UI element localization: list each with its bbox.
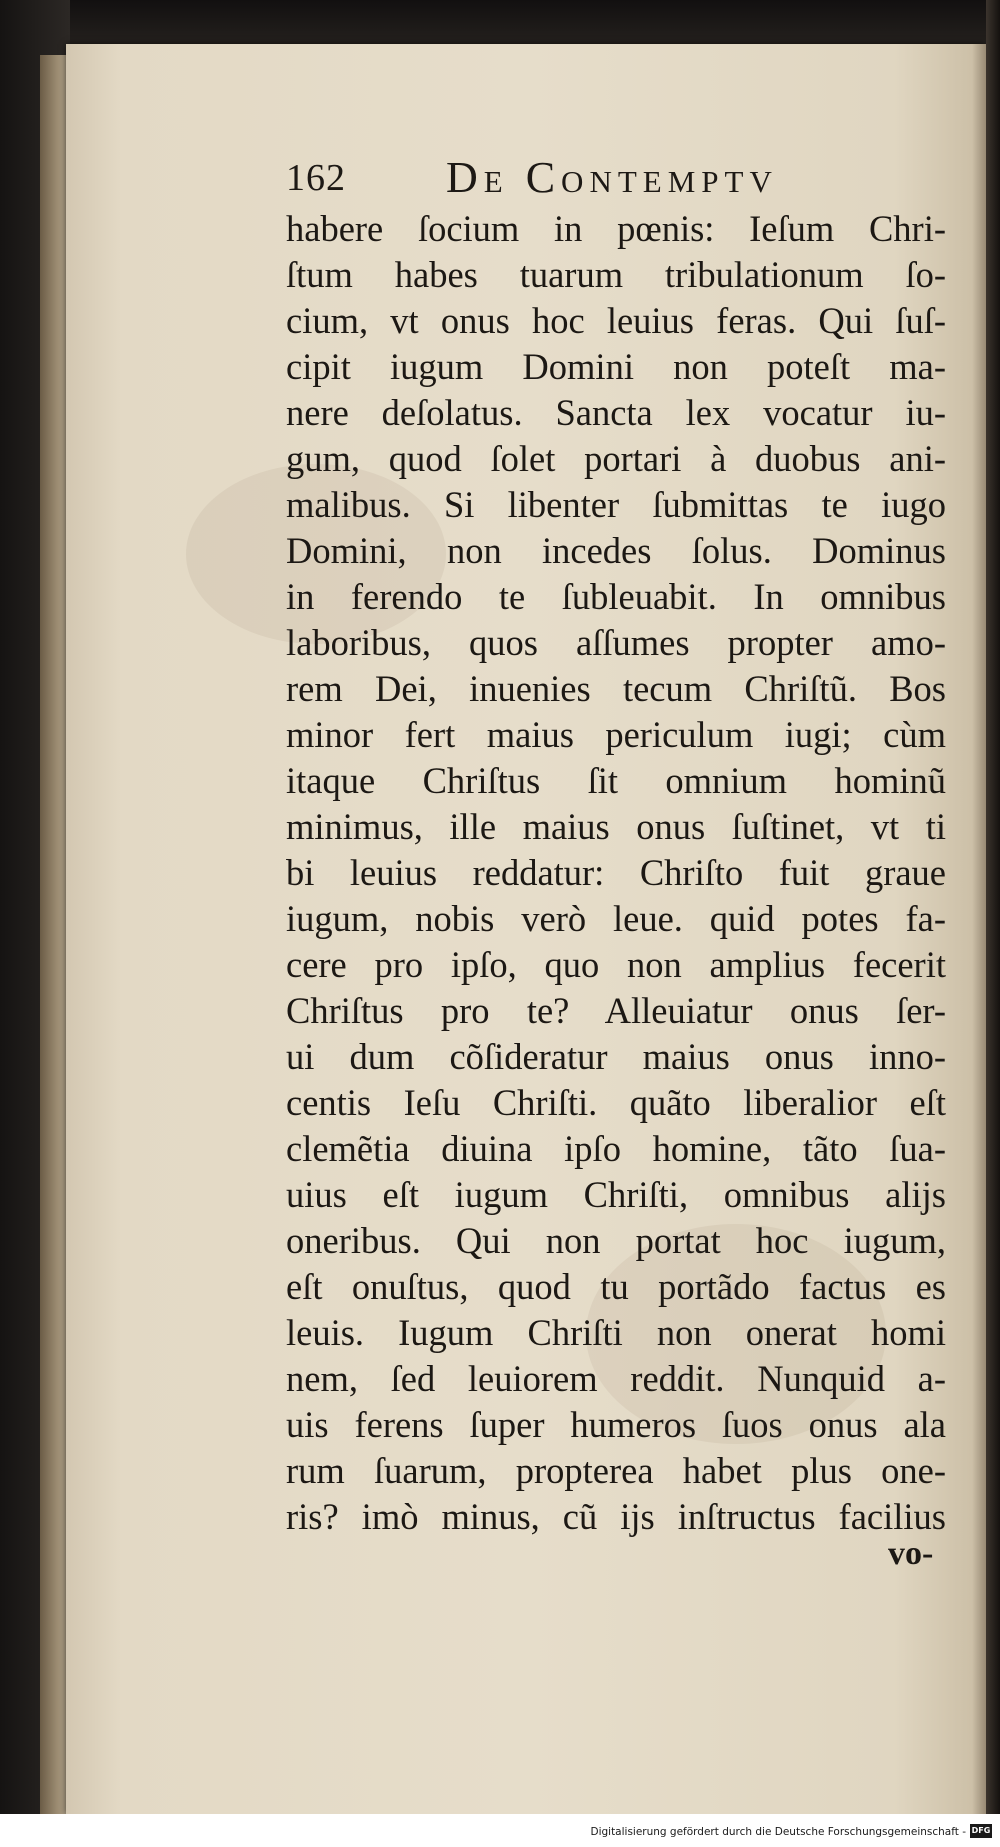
text-line: oneribus. Qui non portat hoc iugum,	[286, 1220, 946, 1261]
page-number: 162	[286, 157, 346, 199]
body-text	[286, 206, 946, 1540]
text-line: ris? imò minus, cũ ijs inſtructus facilius	[286, 1496, 946, 1537]
text-line: in ferendo te ſubleuabit. In omnibus	[286, 576, 946, 617]
text-line: rum ſuarum, propterea habet plus one-	[286, 1450, 946, 1491]
dfg-logo: DFG	[970, 1824, 992, 1838]
text-line: Domini, non incedes ſolus. Dominus	[286, 530, 946, 571]
running-title: De Contemptv	[446, 153, 778, 202]
text-line: malibus. Si libenter ſubmittas te iugo	[286, 484, 946, 525]
page-right-shadow	[972, 44, 986, 1814]
text-line: clemẽtia diuina ipſo homine, tãto ſua-	[286, 1128, 946, 1169]
text-line: Chriſtus pro te? Alleuiatur onus ſer-	[286, 990, 946, 1031]
text-line: rem Dei, inuenies tecum Chriſtũ. Bos	[286, 668, 946, 709]
text-line: itaque Chriſtus ſit omnium hominũ	[286, 760, 946, 801]
text-line: habere ſocium in pœnis: Ieſum Chri-	[286, 208, 946, 249]
text-line: cere pro ipſo, quo non amplius fecerit	[286, 944, 946, 985]
text-line: nere deſolatus. Sancta lex vocatur iu-	[286, 392, 946, 433]
text-line: bi leuius reddatur: Chriſto fuit graue	[286, 852, 946, 893]
text-line: nem, ſed leuiorem reddit. Nunquid a-	[286, 1358, 946, 1399]
text-line: centis Ieſu Chriſti. quãto liberalior eſt	[286, 1082, 946, 1123]
page-header	[286, 152, 886, 212]
text-line: minor fert maius periculum iugi; cùm	[286, 714, 946, 755]
text-line: uis ferens ſuper humeros ſuos onus ala	[286, 1404, 946, 1445]
digitization-credit: Digitalisierung gefördert durch die Deutsche Forschungsgemeinschaft -	[590, 1826, 966, 1838]
text-line: uius eſt iugum Chriſti, omnibus alijs	[286, 1174, 946, 1215]
catchword: vo-	[888, 1535, 934, 1572]
text-line: minimus, ille maius onus ſuſtinet, vt ti	[286, 806, 946, 847]
text-line: ui dum cõſideratur maius onus inno-	[286, 1036, 946, 1077]
text-line: ſtum habes tuarum tribulationum ſo-	[286, 254, 946, 295]
text-line: cium, vt onus hoc leuius feras. Qui ſuſ-	[286, 300, 946, 341]
text-line: gum, quod ſolet portari à duobus ani-	[286, 438, 946, 479]
text-line: iugum, nobis verò leue. quid potes fa-	[286, 898, 946, 939]
text-line: laboribus, quos aſſumes propter amo-	[286, 622, 946, 663]
scan-background-right	[986, 0, 1000, 1847]
text-line: leuis. Iugum Chriſti non onerat homi	[286, 1312, 946, 1353]
text-line: eſt onuſtus, quod tu portãdo factus es	[286, 1266, 946, 1307]
text-line: cipit iugum Domini non poteſt ma-	[286, 346, 946, 387]
